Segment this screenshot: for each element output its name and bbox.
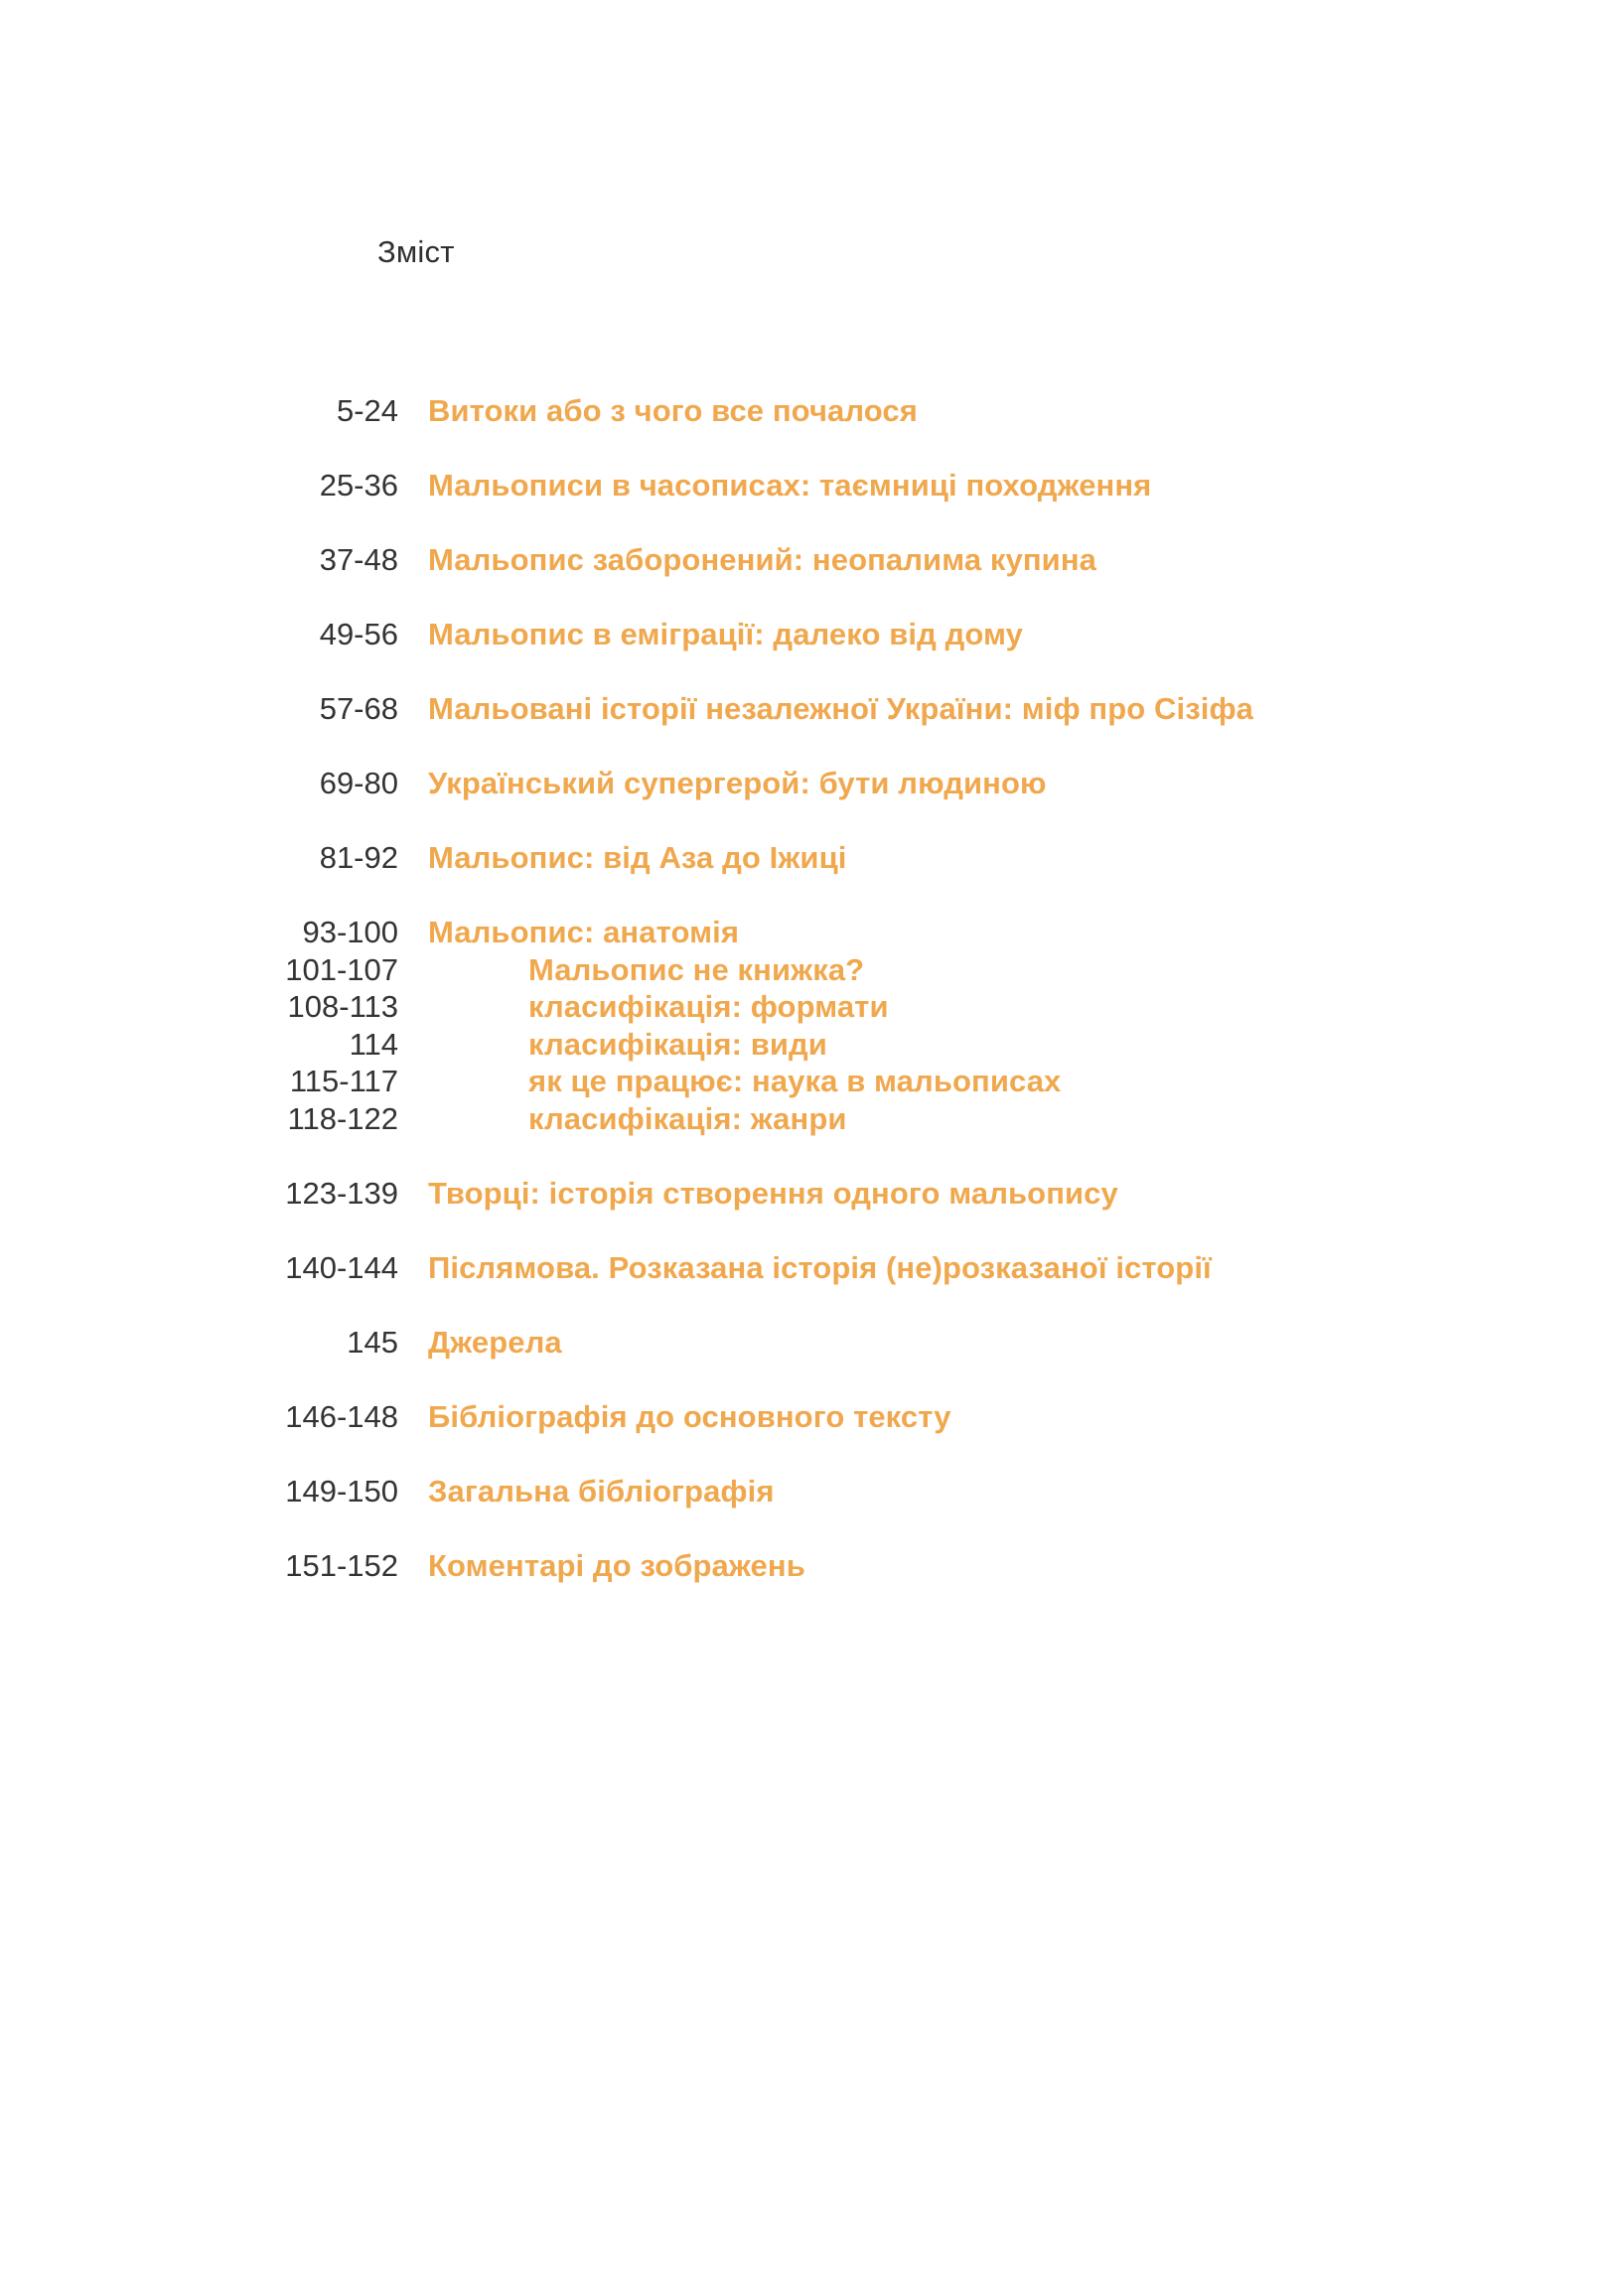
toc-page-range: 49-56 [319, 617, 398, 651]
toc-entry-title[interactable]: класифікація: види [528, 1026, 827, 1062]
toc-entry-title[interactable]: Мальопис заборонений: неопалима купина [428, 542, 1096, 577]
toc-entry-title[interactable]: Коментарі до зображень [428, 1547, 805, 1583]
toc-page-range: 37-48 [319, 542, 398, 577]
toc-entry[interactable] [0, 690, 1599, 728]
toc-entry[interactable] [0, 1249, 1599, 1287]
toc-page-range: 25-36 [319, 468, 398, 502]
toc-page-range: 93-100 [302, 915, 398, 949]
toc-page-range: 118-122 [287, 1100, 398, 1136]
toc-entry[interactable] [0, 1547, 1599, 1585]
toc-entry[interactable] [0, 839, 1599, 877]
toc-entry[interactable] [0, 1398, 1599, 1436]
toc-entry-title[interactable]: Творці: історія створення одного мальопису [428, 1175, 1118, 1211]
toc-page-range: 114 [349, 1026, 398, 1062]
toc-entry[interactable] [0, 765, 1599, 802]
toc-entry-title[interactable]: як це працює: наука в мальописах [528, 1064, 1062, 1098]
toc-entry[interactable] [0, 914, 1599, 951]
toc-subentry[interactable] [0, 1063, 1599, 1100]
toc-page-range: 149-150 [285, 1473, 398, 1508]
toc-entry-title[interactable]: Джерела [428, 1324, 562, 1360]
toc-entry-title[interactable]: Мальопис: анатомія [428, 915, 740, 949]
toc-entry-title[interactable]: Мальопис: від Аза до Іжиці [428, 840, 847, 875]
toc-entry-title[interactable]: Загальна бібліографія [428, 1473, 775, 1508]
toc-page-range: 146-148 [285, 1398, 398, 1434]
toc-entry-title[interactable]: Бібліографія до основного тексту [428, 1398, 951, 1434]
toc-entry[interactable] [0, 1473, 1599, 1510]
toc-page-range: 57-68 [319, 691, 398, 726]
toc-subentry[interactable] [0, 1026, 1599, 1064]
toc-page-range: 145 [347, 1324, 398, 1360]
toc-page-range: 101-107 [285, 951, 398, 987]
toc-page-range: 108-113 [287, 989, 398, 1024]
table-of-contents [0, 392, 1599, 1584]
toc-subentry[interactable] [0, 1100, 1599, 1138]
toc-page-range: 151-152 [285, 1547, 398, 1583]
toc-page-range: 5-24 [336, 393, 398, 428]
toc-page-range: 69-80 [319, 766, 398, 800]
toc-entry-title[interactable]: Мальопис в еміграції: далеко від дому [428, 617, 1023, 651]
page-title: Зміст [377, 234, 455, 269]
toc-entry[interactable] [0, 467, 1599, 504]
toc-page-range: 81-92 [319, 840, 398, 875]
toc-entry[interactable] [0, 392, 1599, 430]
toc-subentry[interactable] [0, 988, 1599, 1026]
toc-page-range: 123-139 [285, 1175, 398, 1211]
toc-entry-title[interactable]: класифікація: жанри [528, 1100, 847, 1136]
toc-page-range: 115-117 [289, 1064, 398, 1098]
toc-entry[interactable] [0, 541, 1599, 579]
toc-page-range: 140-144 [285, 1249, 398, 1285]
toc-entry-title[interactable]: Мальописи в часописах: таємниці походження [428, 468, 1152, 502]
toc-entry[interactable] [0, 1324, 1599, 1362]
toc-entry[interactable] [0, 1175, 1599, 1213]
toc-entry-title[interactable]: Післямова. Розказана історія (не)розказаної історії [428, 1249, 1212, 1285]
toc-entry-title[interactable]: Мальовані історії незалежної України: міф про Сізіфа [428, 691, 1254, 726]
toc-entry-title[interactable]: Мальопис не книжка? [528, 951, 865, 987]
toc-entry-title[interactable]: Український супергерой: бути людиною [428, 766, 1047, 800]
toc-entry[interactable] [0, 616, 1599, 653]
toc-entry-title[interactable]: класифікація: формати [528, 989, 889, 1024]
toc-subentry[interactable] [0, 951, 1599, 989]
toc-entry-title[interactable]: Витоки або з чого все почалося [428, 393, 918, 428]
